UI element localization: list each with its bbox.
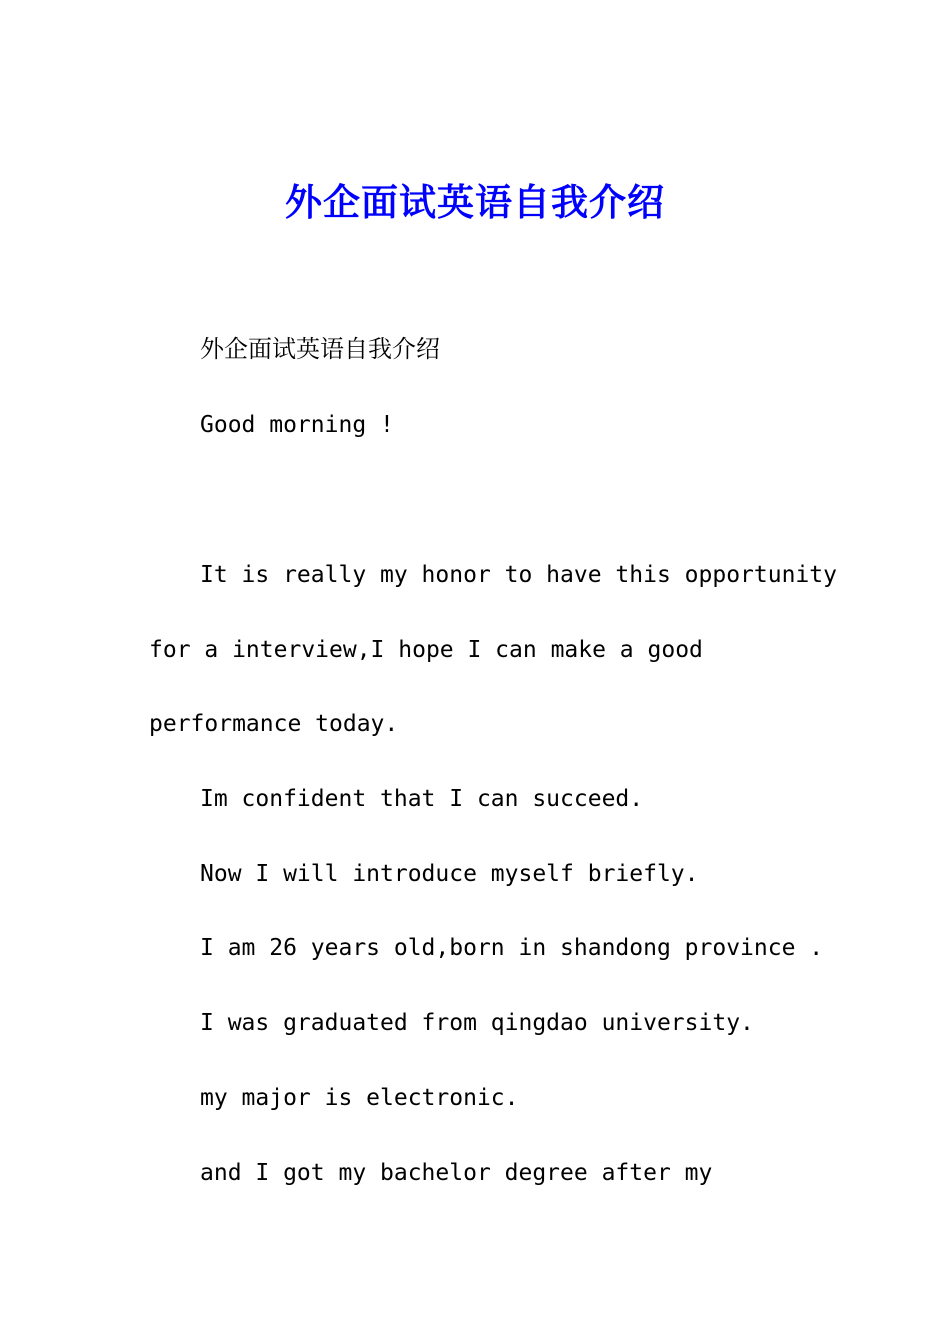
text-line: I was graduated from qingdao university. <box>200 1010 754 1036</box>
text-line: Now I will introduce myself briefly. <box>200 861 699 887</box>
document-title: 外企面试英语自我介绍 <box>285 180 665 224</box>
text-line: I am 26 years old,born in shandong province . <box>200 935 824 961</box>
text-line: Im confident that I can succeed. <box>200 786 644 812</box>
text-line: and I got my bachelor degree after my <box>200 1160 713 1186</box>
text-line: my major is electronic. <box>200 1085 519 1111</box>
text-line: Good morning ! <box>200 412 394 438</box>
paragraph-heading: 外企面试英语自我介绍 <box>200 335 440 363</box>
text-line: for a interview,I hope I can make a good <box>149 637 703 663</box>
text-line: It is really my honor to have this opportunity <box>200 562 837 588</box>
text-line: performance today. <box>149 711 399 737</box>
